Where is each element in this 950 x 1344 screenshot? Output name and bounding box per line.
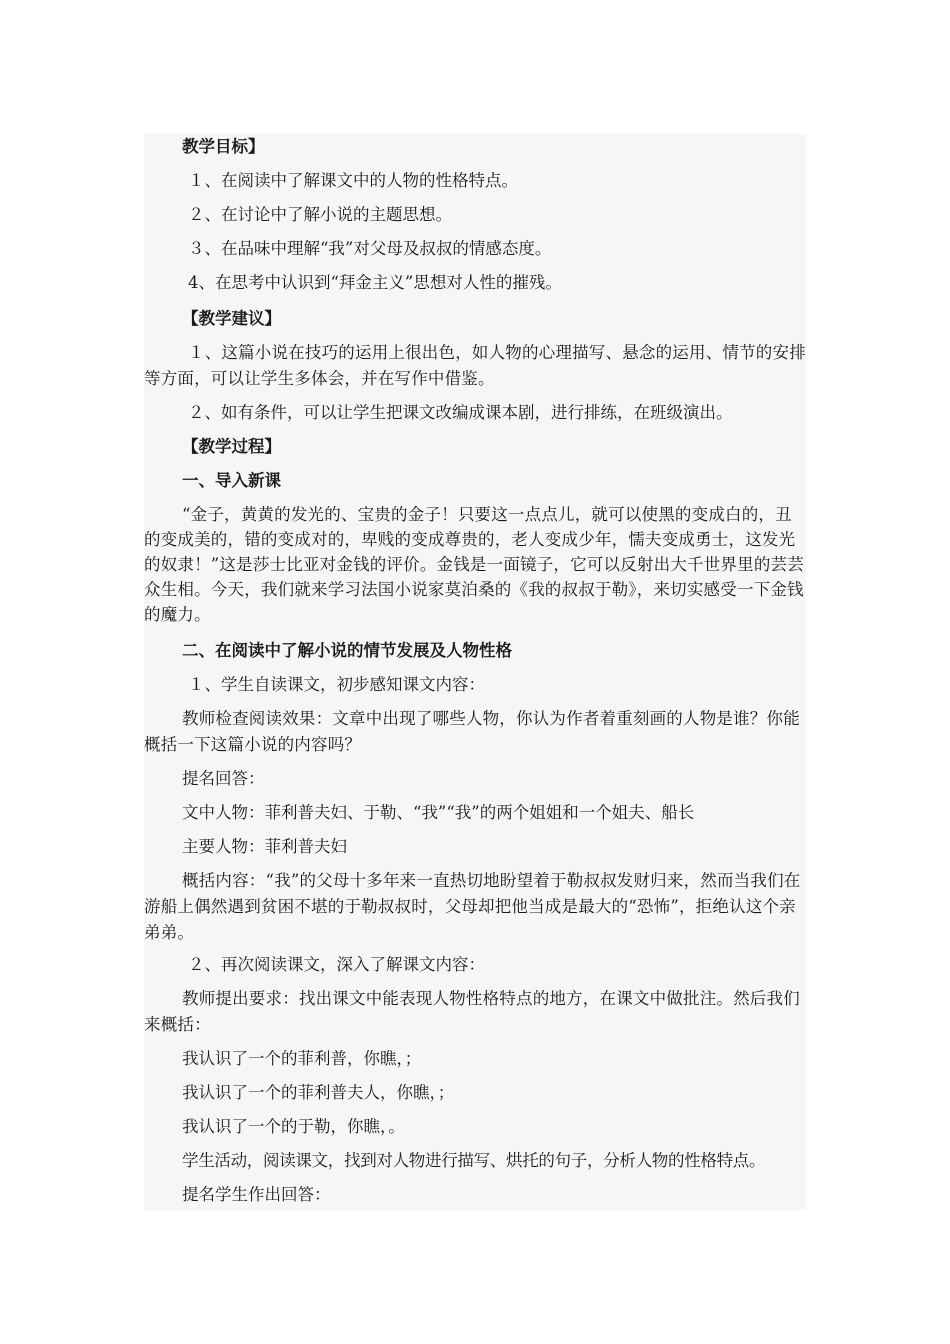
suggestion-paragraph-2: ２、如有条件，可以让学生把课文改编成课本剧，进行排练，在班级演出。: [188, 403, 733, 422]
document-body: [144, 134, 806, 1210]
goal-item-2: ２、在讨论中了解小说的主题思想。: [188, 205, 452, 224]
teacher-check-paragraph: 教师检查阅读效果：文章中出现了哪些人物，你认为作者着重刻画的人物是谁？你能概括一下这篇小说的内容吗？: [144, 709, 800, 754]
summary-paragraph: 概括内容：“我”的父母十多年来一直热切地盼望着于勒叔叔发财归来，然而当我们在游船上偶然遇到贫困不堪的于勒叔叔时，父母却把他当成是最大的“恐怖”，拒绝认这个亲弟弟。: [144, 871, 801, 942]
teacher-request-paragraph: 教师提出要求：找出课文中能表现人物性格特点的地方，在课文中做批注。然后我们来概括：: [144, 989, 800, 1034]
section-1-heading: 一、导入新课: [182, 471, 281, 490]
suggestion-paragraph-1: １、这篇小说在技巧的运用上很出色，如人物的心理描写、悬念的运用、情节的安排等方面，可以让学生多体会，并在写作中借鉴。: [144, 343, 806, 388]
section-2-heading: 二、在阅读中了解小说的情节发展及人物性格: [182, 641, 512, 660]
student-answer-line: 提名学生作出回答：: [182, 1185, 331, 1204]
goal-item-3: ３、在品味中理解“我”对父母及叔叔的情感态度。: [188, 239, 552, 258]
main-characters-line: 主要人物：菲利普夫妇: [182, 837, 347, 856]
characters-line: 文中人物：菲利普夫妇、于勒、“我”“我”的两个姐姐和一个姐夫、船长: [182, 803, 695, 822]
goal-item-1: １、在阅读中了解课文中的人物的性格特点。: [188, 171, 518, 190]
teaching-goals-heading: 教学目标】: [182, 137, 265, 156]
goal-item-4: 4、在思考中认识到“拜金主义”思想对人性的摧残。: [188, 273, 562, 292]
recognize-line-1: 我认识了一个的菲利普，你瞧，；: [182, 1049, 422, 1068]
answer-prompt: 提名回答：: [182, 769, 265, 788]
process-heading: 【教学过程】: [182, 437, 281, 456]
recognize-line-3: 我认识了一个的于勒，你瞧，。: [182, 1117, 405, 1136]
recognize-line-2: 我认识了一个的菲利普夫人，你瞧，；: [182, 1083, 455, 1102]
step-2: ２、再次阅读课文，深入了解课文内容：: [188, 955, 485, 974]
intro-paragraph: “金子，黄黄的发光的、宝贵的金子！只要这一点点儿，就可以使黑的变成白的，丑的变成美的，错的变成对的，卑贱的变成尊贵的，老人变成少年，懦夫变成勇士，这发光的奴隶！”这是莎士比亚对金钱的评价。金钱是一面镜子，它可以反射出大千世界里的芸芸众生相。今天，我们就来学习法国小说家莫泊桑的《我的叔叔于勒》，来切实感受一下金钱的魔力。: [144, 505, 804, 624]
step-1: １、学生自读课文，初步感知课文内容：: [188, 675, 485, 694]
student-activity-line: 学生活动，阅读课文，找到对人物进行描写、烘托的句子，分析人物的性格特点。: [182, 1151, 766, 1170]
suggestions-heading: 【教学建议】: [182, 309, 281, 328]
